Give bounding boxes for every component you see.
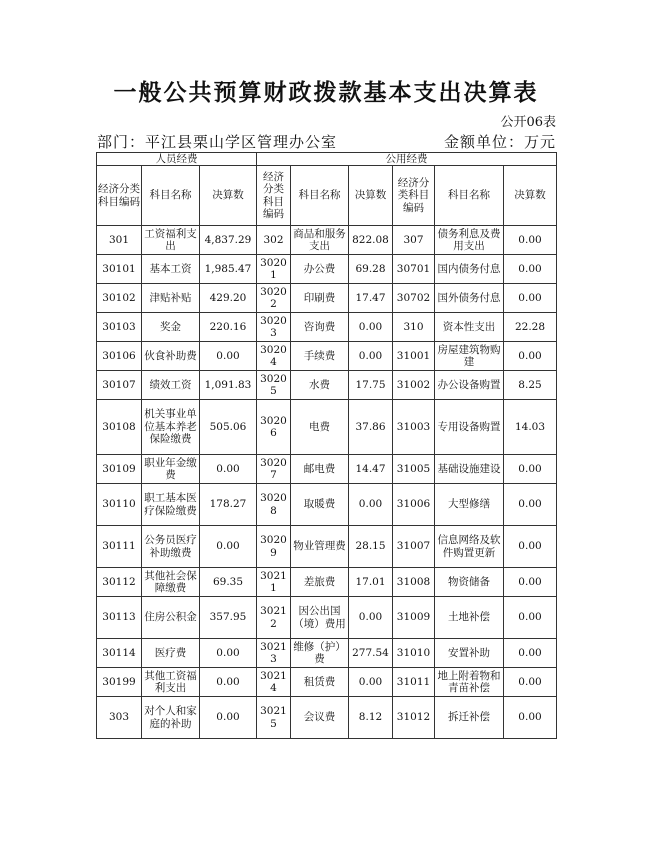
cell-amount: 0.00	[200, 697, 257, 739]
cell-amount: 178.27	[200, 484, 257, 526]
cell-name: 奖金	[142, 313, 200, 342]
table-row	[97, 568, 557, 597]
cell-amount: 0.00	[504, 668, 557, 697]
cell-name: 资本性支出	[435, 313, 504, 342]
cell-amount: 69.28	[349, 255, 393, 284]
cell-amount: 69.35	[200, 568, 257, 597]
cell-code: 31001	[393, 342, 435, 371]
table-row	[97, 639, 557, 668]
department-label: 部门：平江县栗山学区管理办公室	[97, 133, 338, 151]
cell-name: 办公设备购置	[435, 371, 504, 400]
cell-name: 土地补偿	[435, 597, 504, 639]
table-row	[97, 371, 557, 400]
cell-amount: 0.00	[200, 455, 257, 484]
cell-amount: 0.00	[349, 597, 393, 639]
table-row	[97, 526, 557, 568]
cell-name: 债务利息及费用支出	[435, 226, 504, 255]
cell-code: 30204	[257, 342, 291, 371]
cell-amount: 1,091.83	[200, 371, 257, 400]
cell-name: 邮电费	[291, 455, 349, 484]
cell-amount: 37.86	[349, 400, 393, 455]
cell-amount: 0.00	[504, 484, 557, 526]
cell-amount: 0.00	[200, 342, 257, 371]
cell-amount: 0.00	[200, 639, 257, 668]
table-row	[97, 400, 557, 455]
amount-unit-label: 金额单位：万元	[443, 133, 556, 151]
column-header-code: 经济分类科目编码	[393, 166, 435, 226]
cell-name: 物业管理费	[291, 526, 349, 568]
table-row	[97, 226, 557, 255]
cell-name: 大型修缮	[435, 484, 504, 526]
cell-name: 工资福利支出	[142, 226, 200, 255]
cell-name: 医疗费	[142, 639, 200, 668]
cell-amount: 0.00	[504, 568, 557, 597]
cell-name: 房屋建筑物购建	[435, 342, 504, 371]
cell-name: 对个人和家庭的补助	[142, 697, 200, 739]
cell-code: 30111	[97, 526, 142, 568]
cell-code: 30114	[97, 639, 142, 668]
cell-code: 30702	[393, 284, 435, 313]
cell-code: 30101	[97, 255, 142, 284]
cell-code: 30110	[97, 484, 142, 526]
cell-name: 基础设施建设	[435, 455, 504, 484]
cell-name: 商品和服务支出	[291, 226, 349, 255]
cell-code: 30211	[257, 568, 291, 597]
cell-code: 30207	[257, 455, 291, 484]
cell-amount: 17.75	[349, 371, 393, 400]
cell-name: 电费	[291, 400, 349, 455]
cell-code: 30103	[97, 313, 142, 342]
cell-amount: 8.12	[349, 697, 393, 739]
cell-amount: 0.00	[349, 313, 393, 342]
cell-name: 维修（护）费	[291, 639, 349, 668]
cell-code: 31012	[393, 697, 435, 739]
cell-code: 30205	[257, 371, 291, 400]
cell-code: 30112	[97, 568, 142, 597]
table-row	[97, 255, 557, 284]
cell-code: 301	[97, 226, 142, 255]
cell-amount: 14.03	[504, 400, 557, 455]
column-header-name: 科目名称	[142, 166, 200, 226]
cell-amount: 0.00	[349, 342, 393, 371]
cell-amount: 277.54	[349, 639, 393, 668]
cell-name: 绩效工资	[142, 371, 200, 400]
cell-amount: 22.28	[504, 313, 557, 342]
cell-code: 30701	[393, 255, 435, 284]
cell-name: 津贴补贴	[142, 284, 200, 313]
cell-code: 30213	[257, 639, 291, 668]
cell-amount: 220.16	[200, 313, 257, 342]
cell-name: 公务员医疗补助缴费	[142, 526, 200, 568]
table-row	[97, 342, 557, 371]
column-header-amount: 决算数	[504, 166, 557, 226]
cell-code: 30102	[97, 284, 142, 313]
cell-amount: 429.20	[200, 284, 257, 313]
cell-amount: 0.00	[349, 484, 393, 526]
table-row	[97, 668, 557, 697]
table-row	[97, 455, 557, 484]
cell-code: 30212	[257, 597, 291, 639]
cell-code: 30199	[97, 668, 142, 697]
cell-code: 30215	[257, 697, 291, 739]
cell-name: 取暖费	[291, 484, 349, 526]
cell-name: 基本工资	[142, 255, 200, 284]
cell-code: 307	[393, 226, 435, 255]
cell-name: 咨询费	[291, 313, 349, 342]
cell-code: 31005	[393, 455, 435, 484]
cell-name: 手续费	[291, 342, 349, 371]
cell-name: 办公费	[291, 255, 349, 284]
cell-code: 30209	[257, 526, 291, 568]
cell-name: 机关事业单位基本养老保险缴费	[142, 400, 200, 455]
column-header-name: 科目名称	[435, 166, 504, 226]
cell-name: 物资储备	[435, 568, 504, 597]
cell-amount: 0.00	[349, 668, 393, 697]
cell-code: 30107	[97, 371, 142, 400]
cell-name: 其他工资福利支出	[142, 668, 200, 697]
cell-amount: 17.47	[349, 284, 393, 313]
cell-code: 31009	[393, 597, 435, 639]
group-header-personnel: 人员经费	[97, 153, 257, 166]
cell-code: 31008	[393, 568, 435, 597]
cell-name: 职业年金缴费	[142, 455, 200, 484]
cell-code: 30206	[257, 400, 291, 455]
cell-amount: 0.00	[504, 639, 557, 668]
table-row	[97, 313, 557, 342]
cell-name: 专用设备购置	[435, 400, 504, 455]
form-number: 公开06表	[500, 115, 556, 130]
cell-name: 印刷费	[291, 284, 349, 313]
cell-name: 信息网络及软件购置更新	[435, 526, 504, 568]
cell-code: 30201	[257, 255, 291, 284]
cell-amount: 0.00	[504, 455, 557, 484]
column-header-amount: 决算数	[349, 166, 393, 226]
cell-name: 地上附着物和青苗补偿	[435, 668, 504, 697]
cell-code: 30203	[257, 313, 291, 342]
cell-amount: 0.00	[504, 597, 557, 639]
cell-amount: 28.15	[349, 526, 393, 568]
table-row	[97, 597, 557, 639]
column-header-code: 经济分类科目编码	[97, 166, 142, 226]
group-header-public: 公用经费	[257, 153, 557, 166]
column-header-code: 经济分类科目编码	[257, 166, 291, 226]
cell-code: 30208	[257, 484, 291, 526]
cell-name: 住房公积金	[142, 597, 200, 639]
cell-code: 310	[393, 313, 435, 342]
cell-amount: 0.00	[504, 255, 557, 284]
table-row	[97, 284, 557, 313]
cell-name: 职工基本医疗保险缴费	[142, 484, 200, 526]
table-row	[97, 484, 557, 526]
cell-code: 31002	[393, 371, 435, 400]
cell-code: 30108	[97, 400, 142, 455]
cell-amount: 8.25	[504, 371, 557, 400]
cell-amount: 0.00	[200, 526, 257, 568]
cell-amount: 0.00	[504, 697, 557, 739]
cell-name: 国外债务付息	[435, 284, 504, 313]
cell-name: 水费	[291, 371, 349, 400]
cell-name: 租赁费	[291, 668, 349, 697]
cell-code: 30214	[257, 668, 291, 697]
cell-name: 差旅费	[291, 568, 349, 597]
table-body	[97, 226, 557, 739]
cell-name: 会议费	[291, 697, 349, 739]
cell-amount: 0.00	[504, 226, 557, 255]
cell-code: 30113	[97, 597, 142, 639]
table-row	[97, 697, 557, 739]
cell-code: 303	[97, 697, 142, 739]
cell-code: 31006	[393, 484, 435, 526]
cell-name: 因公出国（境）费用	[291, 597, 349, 639]
cell-code: 30109	[97, 455, 142, 484]
cell-code: 31010	[393, 639, 435, 668]
cell-amount: 0.00	[504, 342, 557, 371]
page-title: 一般公共预算财政拨款基本支出决算表	[113, 80, 539, 106]
cell-amount: 17.01	[349, 568, 393, 597]
cell-amount: 0.00	[504, 526, 557, 568]
cell-name: 安置补助	[435, 639, 504, 668]
cell-name: 其他社会保障缴费	[142, 568, 200, 597]
cell-name: 拆迁补偿	[435, 697, 504, 739]
column-header-name: 科目名称	[291, 166, 349, 226]
column-header-amount: 决算数	[200, 166, 257, 226]
cell-code: 30106	[97, 342, 142, 371]
expenditure-table	[96, 152, 557, 739]
cell-code: 31003	[393, 400, 435, 455]
cell-amount: 0.00	[504, 284, 557, 313]
cell-code: 30202	[257, 284, 291, 313]
cell-code: 31007	[393, 526, 435, 568]
cell-amount: 14.47	[349, 455, 393, 484]
cell-amount: 1,985.47	[200, 255, 257, 284]
cell-amount: 0.00	[200, 668, 257, 697]
cell-name: 国内债务付息	[435, 255, 504, 284]
cell-amount: 505.06	[200, 400, 257, 455]
cell-amount: 822.08	[349, 226, 393, 255]
cell-code: 31011	[393, 668, 435, 697]
cell-amount: 357.95	[200, 597, 257, 639]
cell-name: 伙食补助费	[142, 342, 200, 371]
cell-amount: 4,837.29	[200, 226, 257, 255]
cell-code: 302	[257, 226, 291, 255]
